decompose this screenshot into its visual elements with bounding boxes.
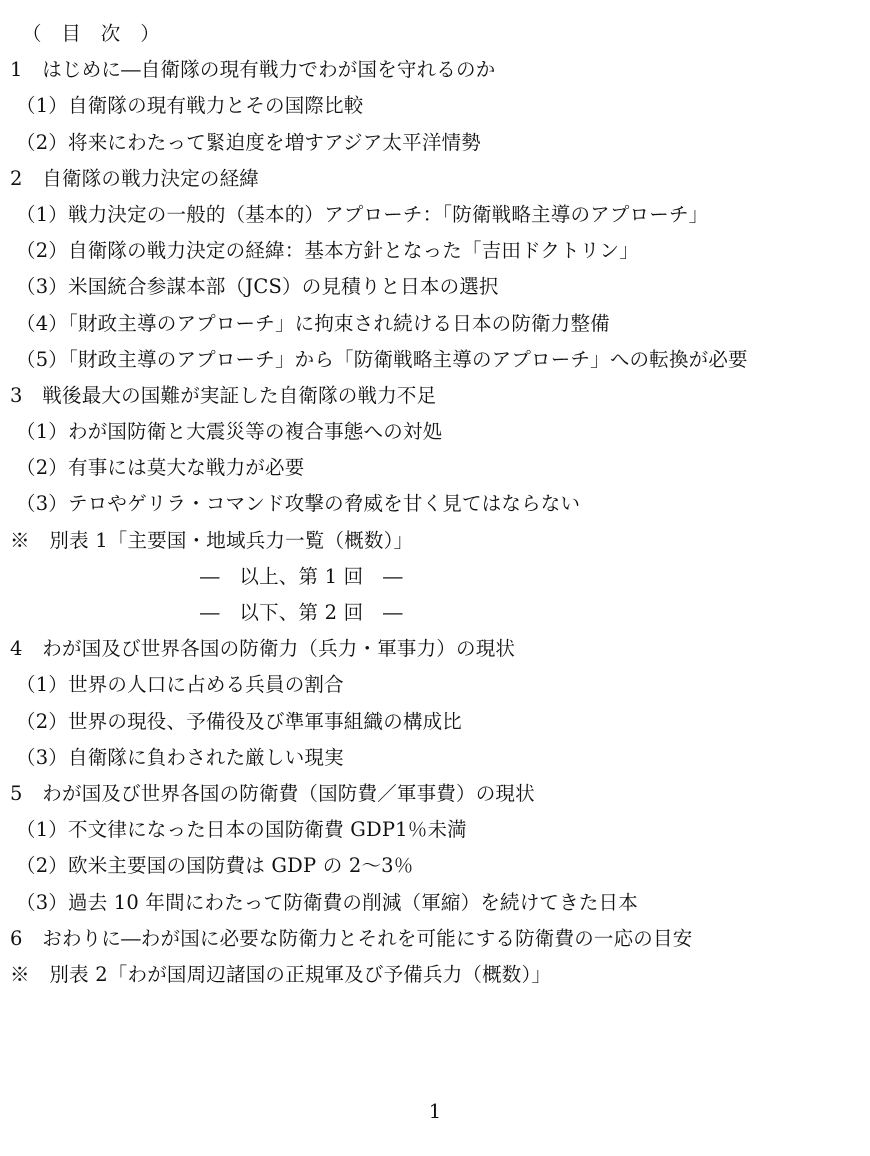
toc-section: 2 自衛隊の戦力決定の経緯 (10, 166, 260, 190)
toc-section: 4 わが国及び世界各国の防衛力（兵力・軍事力）の現状 (10, 637, 516, 661)
toc-subsection: （2）世界の現役、予備役及び準軍事組織の構成比 (16, 709, 463, 733)
toc-subsection: （1）不文律になった日本の国防衛費 GDP1％未満 (16, 818, 467, 842)
toc-note: ※ 別表 2「わが国周辺諸国の正規軍及び予備兵力（概数）」 (10, 962, 552, 986)
toc-subsection: （1）世界の人口に占める兵員の割合 (16, 673, 344, 697)
part-divider: ― 以下、第 2 回 ― (200, 601, 403, 624)
toc-subsection: （1）自衛隊の現有戦力とその国際比較 (16, 94, 364, 118)
toc-subsection: （3）テロやゲリラ・コマンド攻撃の脅威を甘く見てはならない (16, 492, 581, 516)
toc-subsection: （4）「財政主導のアプローチ」に拘束され続ける日本の防衛力整備 (16, 311, 610, 335)
toc-subsection: （2）有事には莫大な戦力が必要 (16, 456, 305, 480)
toc-section: 6 おわりに―わが国に必要な防衛力とそれを可能にする防衛費の一応の目安 (10, 926, 693, 950)
toc-subsection: （1）わが国防衛と大震災等の複合事態への対処 (16, 420, 443, 444)
toc-subsection: （3）米国統合参謀本部（JCS）の見積りと日本の選択 (16, 275, 499, 299)
part-divider: ― 以上、第 1 回 ― (200, 564, 403, 588)
toc-subsection: （2）自衛隊の戦力決定の経緯：基本方針となった「吉田ドクトリン」 (16, 239, 639, 263)
toc-subsection: （2）欧米主要国の国防費は GDP の 2～3％ (16, 854, 414, 878)
toc-heading: （ 目 次 ） (22, 22, 160, 45)
table-of-contents (0, 16, 870, 993)
toc-subsection: （3）自衛隊に負わされた厳しい現実 (16, 745, 344, 769)
toc-subsection: （3）過去 10 年間にわたって防衛費の削減（軍縮）を続けてきた日本 (16, 890, 638, 914)
toc-note: ※ 別表 1「主要国・地域兵力一覧（概数）」 (10, 528, 414, 552)
toc-subsection: （5）「財政主導のアプローチ」から「防衛戦略主導のアプローチ」への転換が必要 (16, 347, 748, 371)
toc-subsection: （1）戦力決定の一般的（基本的）アプローチ：「防衛戦略主導のアプローチ」 (16, 202, 709, 226)
toc-section: 5 わが国及び世界各国の防衛費（国防費／軍事費）の現状 (10, 781, 535, 805)
toc-section: 1 はじめに―自衛隊の現有戦力でわが国を守れるのか (10, 58, 496, 82)
toc-subsection: （2）将来にわたって緊迫度を増すアジア太平洋情勢 (16, 130, 481, 154)
toc-section: 3 戦後最大の国難が実証した自衛隊の戦力不足 (10, 383, 437, 407)
page-number: 1 (428, 1100, 442, 1123)
